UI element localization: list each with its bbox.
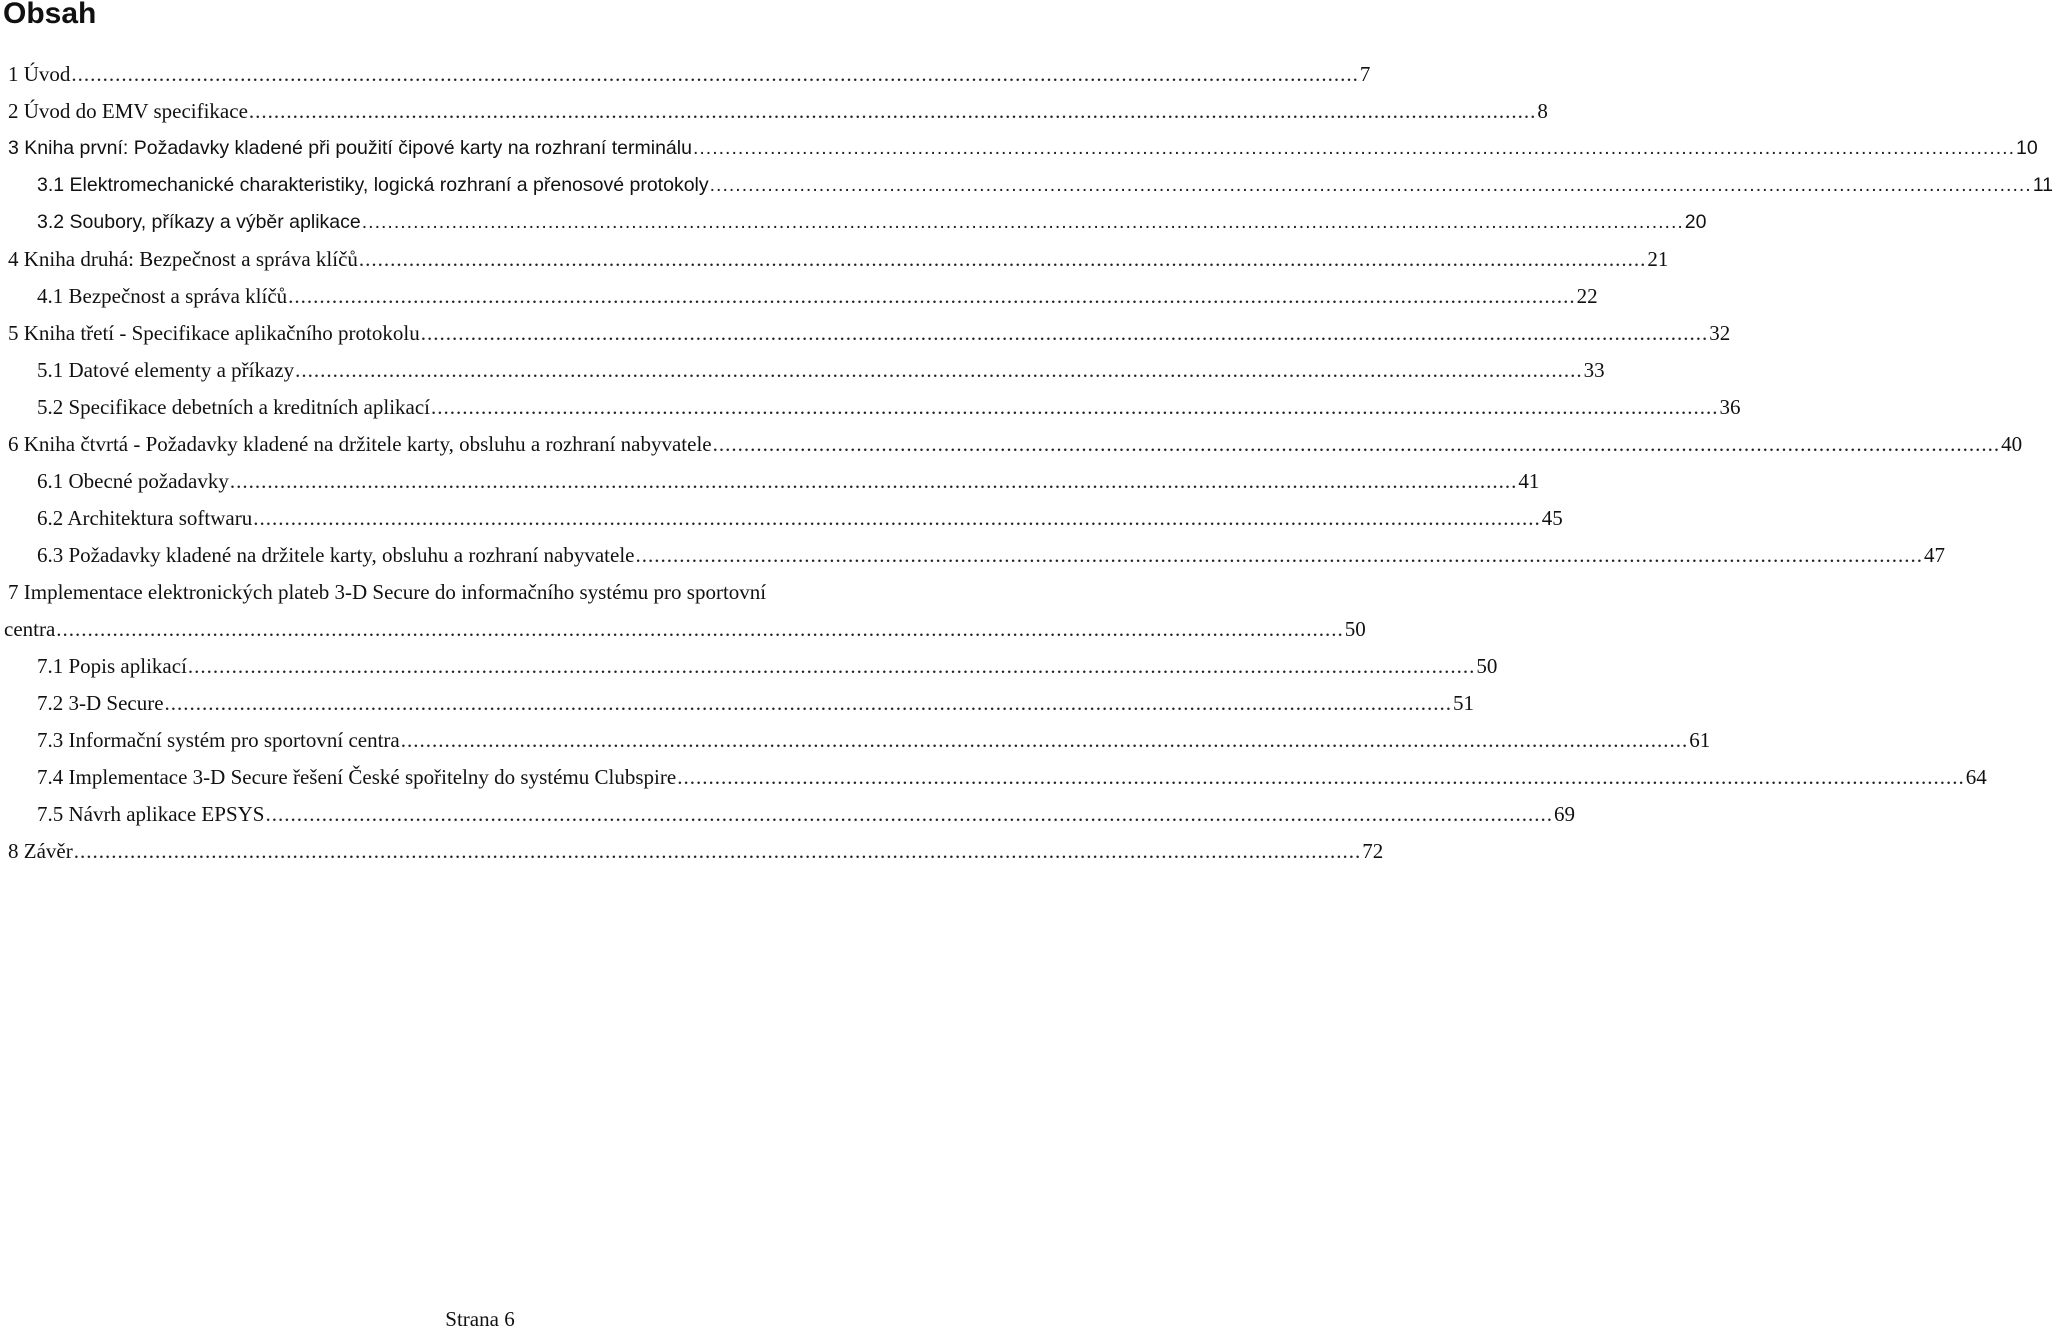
toc-leader-dots: .............................................................................................................................................................................................................. — [635, 543, 1923, 567]
toc-entry-label: 3.1 Elektromechanické charakteristiky, logická rozhraní a přenosové protokoly — [37, 174, 709, 196]
toc-entry-label: 6 Kniha čtvrtá - Požadavky kladené na držitele karty, obsluhu a rozhraní nabyvatele — [8, 432, 712, 456]
toc-entry[interactable] — [0, 759, 1987, 796]
toc-entry-label: 7.5 Návrh aplikace EPSYS — [37, 802, 265, 826]
toc-entry[interactable] — [0, 130, 2038, 167]
toc-entry-label: 5.1 Datové elementy a příkazy — [37, 358, 295, 382]
toc-leader-dots: .............................................................................................................................................................................................................. — [358, 247, 1647, 271]
toc-entry-page: 36 — [1719, 395, 1741, 419]
toc-entry-label: 2 Úvod do EMV specifikace — [8, 99, 248, 123]
toc-entry-page: 7 — [1359, 62, 1371, 86]
toc-entry-label: 7 Implementace elektronických plateb 3-D Secure do informačního systému pro sportovní — [8, 580, 767, 604]
toc-entry-label: 4.1 Bezpečnost a správa klíčů — [37, 284, 288, 308]
toc-leader-dots: .............................................................................................................................................................................................................. — [71, 62, 1359, 86]
toc-entry-page: 8 — [1537, 99, 1548, 123]
toc-leader-dots: .............................................................................................................................................................................................................. — [56, 617, 1344, 641]
table-of-contents — [0, 56, 2053, 870]
toc-entry-page: 41 — [1518, 469, 1540, 493]
toc-leader-dots: .............................................................................................................................................................................................................. — [361, 211, 1684, 233]
toc-entry[interactable] — [0, 278, 1598, 315]
toc-entry-label: 7.2 3-D Secure — [37, 691, 164, 715]
toc-leader-dots: .............................................................................................................................................................................................................. — [164, 691, 1453, 715]
toc-entry-label: 8 Závěr — [8, 839, 73, 863]
toc-entry-label-continuation: centra — [4, 617, 56, 641]
toc-leader-dots: .............................................................................................................................................................................................................. — [712, 432, 2001, 456]
toc-entry-page: 45 — [1541, 506, 1563, 530]
toc-entry-label: 7.1 Popis aplikací — [37, 654, 187, 678]
toc-entry-label: 7.3 Informační systém pro sportovní centra — [37, 728, 400, 752]
toc-entry[interactable] — [0, 56, 1371, 93]
toc-entry-page: 69 — [1553, 802, 1575, 826]
toc-entry-page: 10 — [2016, 137, 2038, 159]
toc-leader-dots: .............................................................................................................................................................................................................. — [187, 654, 1476, 678]
toc-entry-page: 11 — [2032, 174, 2053, 196]
toc-entry-label: 3.2 Soubory, příkazy a výběr aplikace — [37, 211, 361, 233]
toc-entry[interactable] — [0, 685, 1475, 722]
toc-entry-continuation[interactable] — [0, 611, 1366, 648]
toc-entry-label: 5 Kniha třetí - Specifikace aplikačního protokolu — [8, 321, 420, 345]
page-title: Obsah — [3, 0, 97, 30]
toc-entry[interactable] — [0, 722, 1711, 759]
toc-entry[interactable] — [0, 241, 1669, 278]
page-number-footer: Strana 6 — [445, 1307, 515, 1331]
toc-entry[interactable] — [0, 352, 1605, 389]
toc-entry[interactable] — [0, 574, 960, 611]
toc-leader-dots: .............................................................................................................................................................................................................. — [400, 728, 1689, 752]
toc-entry[interactable] — [0, 167, 2053, 204]
toc-leader-dots: .............................................................................................................................................................................................................. — [709, 174, 2032, 196]
toc-entry-page: 64 — [1965, 765, 1987, 789]
toc-entry-label: 4 Kniha druhá: Bezpečnost a správa klíčů — [8, 247, 358, 271]
toc-entry-page: 32 — [1709, 321, 1731, 345]
toc-entry-page: 50 — [1476, 654, 1498, 678]
toc-entry-page: 21 — [1647, 247, 1669, 271]
toc-entry[interactable] — [0, 204, 1707, 241]
toc-entry[interactable] — [0, 500, 1563, 537]
toc-leader-dots: .............................................................................................................................................................................................................. — [420, 321, 1709, 345]
toc-leader-dots: .............................................................................................................................................................................................................. — [253, 506, 1541, 530]
toc-entry-page: 33 — [1583, 358, 1605, 382]
toc-entry-label: 1 Úvod — [8, 62, 71, 86]
toc-entry[interactable] — [0, 463, 1540, 500]
toc-leader-dots: .............................................................................................................................................................................................................. — [431, 395, 1719, 419]
toc-leader-dots: .............................................................................................................................................................................................................. — [248, 99, 1537, 123]
toc-entry-label: 6.1 Obecné požadavky — [37, 469, 229, 493]
toc-entry[interactable] — [0, 537, 1945, 574]
toc-entry[interactable] — [0, 648, 1498, 685]
toc-entry-page: 47 — [1924, 543, 1945, 567]
toc-entry-page: 51 — [1453, 691, 1475, 715]
toc-entry[interactable] — [0, 315, 1731, 352]
toc-entry-label: 5.2 Specifikace debetních a kreditních aplikací — [37, 395, 431, 419]
toc-entry-page: 72 — [1362, 839, 1384, 863]
toc-entry[interactable] — [0, 426, 2023, 463]
toc-leader-dots: .............................................................................................................................................................................................................. — [692, 137, 2016, 159]
toc-entry[interactable] — [0, 93, 1548, 130]
toc-leader-dots: .............................................................................................................................................................................................................. — [265, 802, 1553, 826]
toc-entry-page: 50 — [1344, 617, 1366, 641]
toc-leader-dots: .............................................................................................................................................................................................................. — [288, 284, 1576, 308]
toc-entry-page: 40 — [2001, 432, 2023, 456]
toc-entry-page: 20 — [1684, 211, 1707, 233]
toc-entry-page: 61 — [1689, 728, 1711, 752]
toc-entry-page: 22 — [1576, 284, 1598, 308]
toc-entry[interactable] — [0, 389, 1741, 426]
toc-leader-dots: .............................................................................................................................................................................................................. — [73, 839, 1362, 863]
toc-entry-label: 7.4 Implementace 3-D Secure řešení České spořitelny do systému Clubspire — [37, 765, 677, 789]
toc-leader-dots: .............................................................................................................................................................................................................. — [295, 358, 1583, 382]
toc-leader-dots: .............................................................................................................................................................................................................. — [677, 765, 1965, 789]
toc-entry[interactable] — [0, 833, 1384, 870]
toc-entry[interactable] — [0, 796, 1575, 833]
toc-entry-label: 6.2 Architektura softwaru — [37, 506, 253, 530]
toc-leader-dots: .............................................................................................................................................................................................................. — [229, 469, 1518, 493]
toc-entry-label: 3 Kniha první: Požadavky kladené při použití čipové karty na rozhraní terminálu — [8, 137, 692, 159]
toc-entry-label: 6.3 Požadavky kladené na držitele karty, obsluhu a rozhraní nabyvatele — [37, 543, 635, 567]
